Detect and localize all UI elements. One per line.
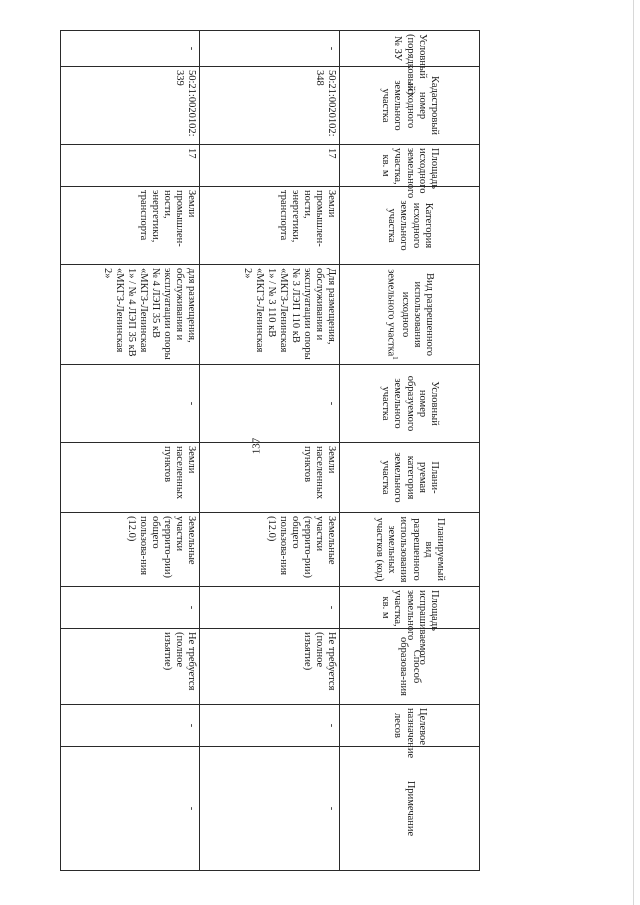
cell-source-category: Земли промышлен-ности, энергетики, транспорта <box>200 187 340 265</box>
cell-planned-category: Земли населенных пунктов <box>200 443 340 513</box>
header-planned-use: Планируемый вид разрешенного использования земельных участков (код) <box>340 513 480 587</box>
header-permitted-use: Вид разрешенного использования исходного земельного участка$^1$ <box>340 265 480 365</box>
header-note: Примечание <box>340 747 480 871</box>
scan-edge-line <box>633 0 634 905</box>
cell-forest-purpose: - <box>200 705 340 747</box>
cell-permitted-use: для размещения, обслуживания и эксплуатации опоры № 4 ЛЭП 35 кВ «МКГЗ-Ленинская 1» / № 4 ЛЭП 35 кВ «МКГЗ-Ленинская 2» <box>61 265 201 365</box>
cell-cadastral-number: 50:21:0020102: 339 <box>61 67 201 145</box>
cell-note: - <box>61 747 201 871</box>
land-plots-table-wrapper <box>60 30 480 870</box>
cell-plot-number: - <box>200 31 340 67</box>
cell-planned-use: Земельные участки (террито-рии) общего пользова-ния (12.0) <box>61 513 201 587</box>
land-plots-table <box>60 30 480 871</box>
header-forest-purpose: Целевое назначение лесов <box>340 705 480 747</box>
cell-planned-category: Земли населенных пунктов <box>61 443 201 513</box>
cell-source-area: 17 <box>61 145 201 187</box>
cell-requested-area: - <box>200 587 340 629</box>
table-row <box>200 31 340 871</box>
cell-new-plot-number: - <box>61 365 201 443</box>
cell-requested-area: - <box>61 587 201 629</box>
header-new-plot-number: Условный номер образуемого земельного участка <box>340 365 480 443</box>
table-header-row <box>340 31 480 871</box>
header-planned-category: Плани-руемая категория земельного участка <box>340 443 480 513</box>
page-number: 137 <box>250 437 263 455</box>
cell-source-category: Земли промышлен-ности, энергетики, транспорта <box>61 187 201 265</box>
header-plot-number: Условный (порядковый) № ЗУ <box>340 31 480 67</box>
cell-plot-number: - <box>61 31 201 67</box>
table-row <box>61 31 201 871</box>
cell-forest-purpose: - <box>61 705 201 747</box>
cell-source-area: 17 <box>200 145 340 187</box>
header-formation-method: Способ образова-ния <box>340 629 480 705</box>
header-requested-area: Площадь испрашиваемого земельного участка, кв. м <box>340 587 480 629</box>
cell-cadastral-number: 50:21:0020102: 348 <box>200 67 340 145</box>
cell-formation-method: Не требуется (полное изъятие) <box>200 629 340 705</box>
cell-formation-method: Не требуется (полное изъятие) <box>61 629 201 705</box>
header-source-area: Площадь исходного земельного участка, кв. м <box>340 145 480 187</box>
header-source-category: Категория исходного земельного участка <box>340 187 480 265</box>
cell-note: - <box>200 747 340 871</box>
cell-planned-use: Земельные участки (террито-рии) общего пользова-ния (12.0) <box>200 513 340 587</box>
header-cadastral-number: Кадастровый номер исходного земельного участка <box>340 67 480 145</box>
cell-permitted-use: Для размещения, обслуживания и эксплуатации опоры № 3 ЛЭП 110 кВ «МКГЗ-Ленинская 1» / № 3 110 кВ «МКГЗ-Ленинская 2» <box>200 265 340 365</box>
cell-new-plot-number: - <box>200 365 340 443</box>
